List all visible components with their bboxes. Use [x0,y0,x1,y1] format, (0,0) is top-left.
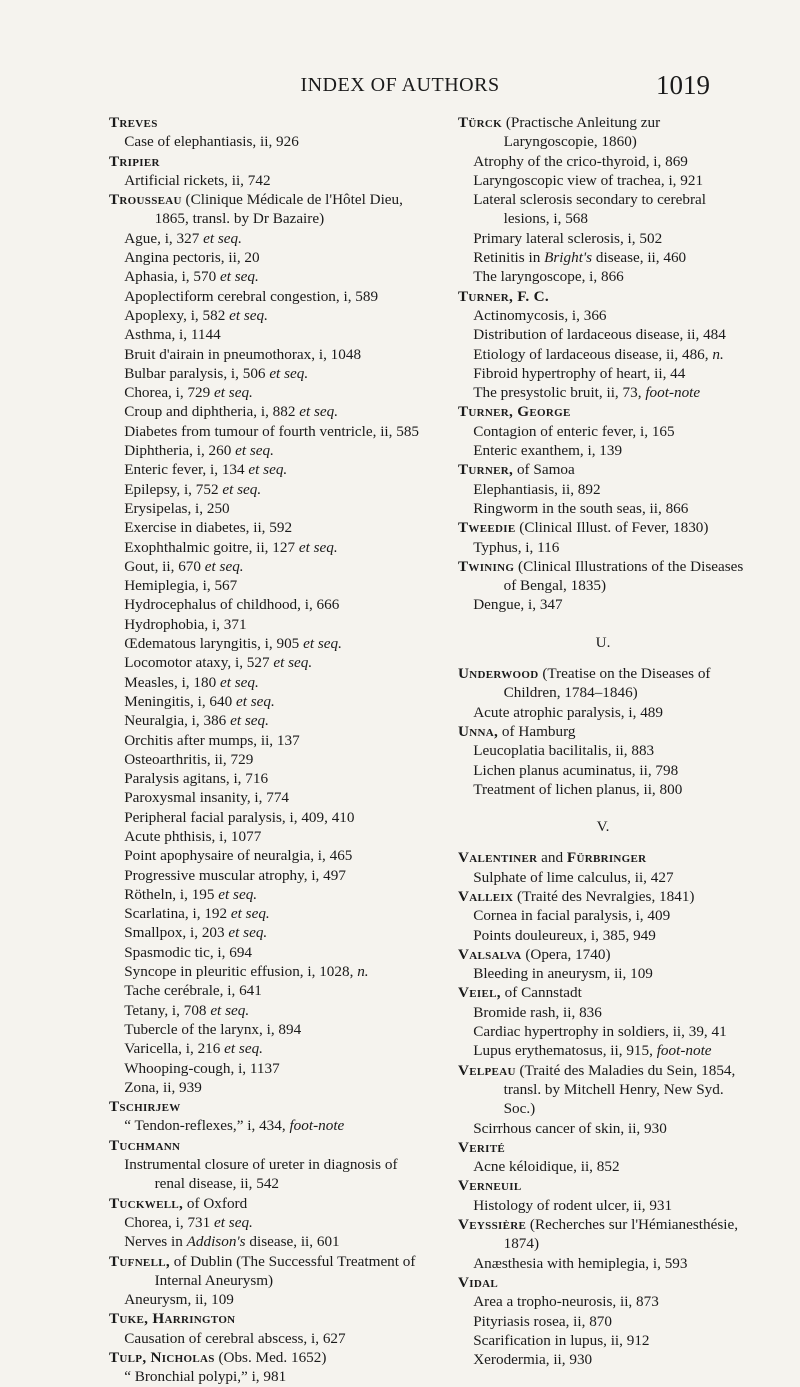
author-details: (Practische Anleitung zur Laryngoscopie, 1860) [502,114,661,151]
subentry-text: Orchitis after mumps, ii, 137 [124,731,300,749]
subentry-text: Bromide rash, ii, 836 [473,1003,602,1021]
subentry-italic: et seq. [236,692,275,710]
subentry-italic: et seq. [219,268,259,286]
author-name: Valleix [458,887,514,905]
subentry-italic: et seq. [214,384,253,402]
author-entry [109,1309,431,1328]
author-entry [458,1215,748,1254]
subentry-text: Epilepsy, i, 752 [124,480,223,498]
index-subentry [458,325,748,344]
author-details: and [537,849,567,867]
subentry-italic: foot-note [289,1117,345,1135]
index-subentry [458,152,748,171]
author-details: of Samoa [513,461,575,479]
subentry-italic: et seq. [210,1001,250,1019]
author-entry [109,190,431,229]
index-subentry [458,364,748,383]
index-subentry [109,1213,431,1232]
subentry-text: Locomotor ataxy, i, 527 [124,654,274,672]
right-column [458,113,748,1369]
subentry-italic: n. [712,345,724,363]
author-name: Verneuil [458,1177,522,1195]
index-subentry [458,267,748,286]
author-entry [458,983,748,1002]
subentry-text-after: disease, ii, 601 [245,1233,340,1251]
index-subentry [109,248,431,267]
author-details: of Cannstadt [500,984,582,1002]
subentry-italic: et seq. [228,924,268,942]
subentry-text: Diphtheria, i, 260 [124,442,236,460]
index-subentry [109,576,431,595]
index-subentry [109,1078,431,1097]
author-name: Veiel, [458,984,501,1002]
index-subentry [458,538,748,557]
subentry-text: Retinitis in [473,249,545,267]
subentry-text: Histology of rodent ulcer, ii, 931 [473,1196,673,1214]
author-entry [458,113,748,152]
index-subentry [458,190,748,229]
subentry-text: Hydrophobia, i, 371 [124,615,247,633]
subentry-text: Smallpox, i, 203 [124,924,229,942]
index-subentry [109,460,431,479]
subentry-text: Œdematous laryngitis, i, 905 [124,635,304,653]
subentry-italic: et seq. [248,461,288,479]
author-name: Valsalva [458,945,522,963]
subentry-italic: et seq. [298,538,338,556]
subentry-text: Point apophysaire of neuralgia, i, 465 [124,847,353,865]
index-subentry [109,846,431,865]
index-subentry [109,653,431,672]
subentry-text: Acne kéloidique, ii, 852 [473,1158,620,1176]
author-name: Treves [109,114,158,131]
author-name: Tuke, Harrington [109,1310,236,1328]
author-details: of Dublin (The Successful Treatment of Internal Aneurysm) [154,1252,416,1289]
subentry-text: Cornea in facial paralysis, i, 409 [473,907,671,925]
subentry-text: Laryngoscopic view of trachea, i, 921 [473,171,704,189]
index-subentry [458,1022,748,1041]
author-entry [458,848,748,867]
left-column [109,113,431,1387]
subentry-text: Tache cerébrale, i, 641 [124,982,262,1000]
subentry-italic: et seq. [204,557,244,575]
subentry-italic: et seq. [203,229,242,247]
subentry-text: Syncope in pleuritic effusion, i, 1028, [124,963,358,981]
author-name: Vidal [458,1273,498,1291]
author-entry [458,557,748,596]
index-subentry [458,1119,748,1138]
subentry-text: Meningitis, i, 640 [124,692,237,710]
index-subentry [109,1001,431,1020]
index-subentry [109,364,431,383]
author-name: Twining [458,557,515,575]
subentry-text: “ Tendon-reflexes,” i, 434, [124,1117,290,1135]
subentry-text: Bulbar paralysis, i, 506 [124,364,270,382]
index-subentry [109,808,431,827]
subentry-text: Elephantiasis, ii, 892 [473,480,601,498]
index-subentry [109,615,431,634]
index-subentry [458,761,748,780]
index-subentry [458,1157,748,1176]
running-head [0,70,800,104]
author-details: (Treatise on the Diseases of Children, 1784–1846) [503,665,711,702]
author-entry [458,1061,748,1119]
subentry-text: Scarlatina, i, 192 [124,905,231,923]
index-subentry [109,595,431,614]
subentry-text: Ringworm in the south seas, ii, 866 [473,499,689,517]
subentry-text: Distribution of lardaceous disease, ii, 484 [473,326,726,344]
index-subentry [458,926,748,945]
subentry-italic: et seq. [214,1213,253,1231]
subentry-italic: foot-note [645,384,701,402]
subentry-text: Osteoarthritis, ii, 729 [124,750,254,768]
index-subentry [458,868,748,887]
subentry-italic: et seq. [235,442,274,460]
author-entry [109,113,431,132]
index-subentry [458,441,748,460]
subentry-italic: Addison's [186,1233,246,1251]
author-name: Turner, F. C. [458,287,549,305]
section-letter: U. [595,633,611,651]
subentry-text: Scarification in lupus, ii, 912 [473,1331,650,1349]
author-entry [458,945,748,964]
subentry-text: Lichen planus acuminatus, ii, 798 [473,761,679,779]
author-name: Veyssière [458,1216,527,1234]
index-subentry [458,1003,748,1022]
author-entry [109,152,431,171]
author-name: Tufnell, [109,1252,170,1270]
subentry-text: Instrumental closure of ureter in diagnosis of renal disease, ii, 542 [124,1156,398,1193]
author-name: Velpeau [458,1061,516,1079]
subentry-italic: et seq. [222,480,262,498]
subentry-text: Paroxysmal insanity, i, 774 [124,789,290,807]
index-subentry [458,499,748,518]
index-subentry [109,1329,431,1348]
subentry-text: Actinomycosis, i, 366 [473,306,607,324]
author-entry [458,664,748,703]
index-subentry [109,731,431,750]
subentry-text-after: disease, ii, 460 [592,249,687,267]
author-entry [109,1097,431,1116]
subentry-text: Bruit d'airain in pneumothorax, i, 1048 [124,345,362,363]
author-name: Tulp, Nicholas [109,1349,215,1366]
index-subentry [109,402,431,421]
index-subentry [109,866,431,885]
subentry-text: Apoplectiform cerebral congestion, i, 589 [124,287,379,305]
index-subentry [109,345,431,364]
subentry-text: Apoplexy, i, 582 [124,306,230,324]
subentry-italic: et seq. [273,654,313,672]
subentry-text: Lateral sclerosis secondary to cerebral lesions, i, 568 [473,191,706,228]
subentry-text: Primary lateral sclerosis, i, 502 [473,229,663,247]
author-name: Turner, [458,461,514,479]
subentry-text: Anæsthesia with hemiplegia, i, 593 [473,1254,688,1272]
author-name: Tweedie [458,519,516,537]
subentry-text: Etiology of lardaceous disease, ii, 486, [473,345,713,363]
author-entry [458,1273,748,1292]
subentry-text: Asthma, i, 1144 [124,326,221,344]
subentry-text: Hemiplegia, i, 567 [124,577,238,595]
index-subentry [458,1041,748,1060]
subentry-italic: Bright's [544,249,593,267]
index-subentry [109,538,431,557]
subentry-italic: n. [357,963,369,981]
index-subentry [109,1155,431,1194]
subentry-text: Scirrhous cancer of skin, ii, 930 [473,1119,667,1137]
index-subentry [109,441,431,460]
subentry-text: Treatment of lichen planus, ii, 800 [473,780,683,798]
subentry-italic: et seq. [303,635,342,653]
author-details: (Clinique Médicale de l'Hôtel Dieu, 1865, transl. by Dr Bazaire) [154,191,403,228]
index-subentry [109,885,431,904]
author-details: (Traité des Nevralgies, 1841) [513,887,695,905]
subentry-text: Progressive muscular atrophy, i, 497 [124,866,346,884]
subentry-italic: et seq. [224,1040,263,1058]
subentry-text: Varicella, i, 216 [124,1040,225,1058]
subentry-text: Typhus, i, 116 [473,538,560,556]
author-name: Verité [458,1138,506,1156]
subentry-text: Sulphate of lime calculus, ii, 427 [473,868,674,886]
author-entry [109,1348,431,1367]
author-name: Underwood [458,665,539,683]
index-subentry [458,1312,748,1331]
subentry-text: Rötheln, i, 195 [124,885,219,903]
index-subentry [109,229,431,248]
index-subentry [458,306,748,325]
author-details: (Opera, 1740) [521,945,611,963]
index-subentry [458,480,748,499]
subentry-text: Xerodermia, ii, 930 [473,1351,593,1369]
index-subentry [109,769,431,788]
subentry-text: Aneurysm, ii, 109 [124,1291,234,1309]
subentry-text: The presystolic bruit, ii, 73, [473,384,646,402]
index-subentry [109,287,431,306]
index-subentry [109,422,431,441]
subentry-text: Enteric exanthem, i, 139 [473,442,623,460]
index-subentry [109,267,431,286]
author-entry [458,1176,748,1195]
index-subentry [109,1116,431,1135]
index-subentry [109,480,431,499]
subentry-italic: et seq. [299,403,339,421]
subentry-italic: et seq. [229,306,268,324]
index-subentry [458,964,748,983]
author-entry [458,1138,748,1157]
index-subentry [109,673,431,692]
index-subentry [109,557,431,576]
author-details: (Traité des Maladies du Sein, 1854, transl. by Mitchell Henry, New Syd. Soc.) [503,1061,736,1118]
index-subentry [109,306,431,325]
subentry-text: Exercise in diabetes, ii, 592 [124,519,293,537]
index-subentry [458,1331,748,1350]
subentry-text: Contagion of enteric fever, i, 165 [473,422,675,440]
subentry-text: Lupus erythematosus, ii, 915, [473,1042,657,1060]
author-entry [458,460,748,479]
index-subentry [109,1232,431,1251]
subentry-text: Erysipelas, i, 250 [124,499,230,517]
subentry-text: Neuralgia, i, 386 [124,712,231,730]
author-name: Valentiner [458,849,538,867]
author-name: Tuchmann [109,1136,181,1154]
index-subentry [109,1290,431,1309]
subentry-italic: et seq. [218,885,258,903]
index-subentry [109,325,431,344]
subentry-text: Case of elephantiasis, ii, 926 [124,133,299,151]
subentry-text: Area a tropho-neurosis, ii, 873 [473,1293,659,1311]
index-subentry [109,692,431,711]
index-subentry [109,634,431,653]
subentry-text: Tetany, i, 708 [124,1001,211,1019]
author-details: of Oxford [183,1194,248,1212]
index-subentry [109,904,431,923]
author-entry [109,1252,431,1291]
subentry-text: Tubercle of the larynx, i, 894 [124,1020,302,1038]
subentry-text: Pityriasis rosea, ii, 870 [473,1312,612,1330]
subentry-text: Spasmodic tic, i, 694 [124,943,253,961]
index-subentry [458,1196,748,1215]
subentry-text: Exophthalmic goitre, ii, 127 [124,538,299,556]
author-name: Tuckwell, [109,1194,184,1212]
index-subentry [109,943,431,962]
index-subentry [109,171,431,190]
index-subentry [458,171,748,190]
author-name: Turner, George [458,403,571,421]
subentry-text: Peripheral facial paralysis, i, 409, 410 [124,808,355,826]
index-subentry [109,962,431,981]
subentry-text: Atrophy of the crico-thyroid, i, 869 [473,152,688,170]
subentry-italic: et seq. [230,712,269,730]
index-subentry [109,499,431,518]
subentry-text: The laryngoscope, i, 866 [473,268,624,286]
author-entry [109,1194,431,1213]
index-subentry [458,1350,748,1369]
index-subentry [458,229,748,248]
index-subentry [109,1367,431,1386]
running-title: INDEX OF AUTHORS [300,74,500,96]
index-subentry [458,383,748,402]
author-name: Tschirjew [109,1098,181,1116]
author-details: (Clinical Illust. of Fever, 1830) [515,519,709,537]
index-subentry [109,981,431,1000]
subentry-text: Causation of cerebral abscess, i, 627 [124,1329,346,1347]
author-entry [458,887,748,906]
subentry-text: Diabetes from tumour of fourth ventricle, ii, 585 [124,422,420,440]
subentry-text: Gout, ii, 670 [124,557,205,575]
subentry-text: Artificial rickets, ii, 742 [124,171,271,189]
subentry-text: Bleeding in aneurysm, ii, 109 [473,965,653,983]
author-details: (Recherches sur l'Hémianesthésie, 1874) [503,1216,738,1253]
index-subentry [458,703,748,722]
subentry-text: Hydrocephalus of childhood, i, 666 [124,596,340,614]
subentry-text: Measles, i, 180 [124,673,220,691]
subentry-text: Zona, ii, 939 [124,1078,202,1096]
author-details: (Clinical Illustrations of the Diseases of Bengal, 1835) [503,557,744,595]
author-entry [109,1136,431,1155]
subentry-text: Leucoplatia bacilitalis, ii, 883 [473,742,655,760]
subentry-text: Nerves in [124,1233,187,1251]
subentry-italic: et seq. [269,364,309,382]
subentry-text: Ague, i, 327 [124,229,204,247]
subentry-italic: et seq. [230,905,270,923]
subentry-text: Cardiac hypertrophy in soldiers, ii, 39, 41 [473,1023,727,1041]
index-subentry [109,923,431,942]
index-subentry [109,1059,431,1078]
subentry-italic: foot-note [656,1042,712,1060]
author-details: (Obs. Med. 1652) [214,1349,327,1366]
index-subentry [109,1039,431,1058]
author-entry [458,518,748,537]
index-subentry [458,345,748,364]
index-subentry [109,750,431,769]
section-letter: V. [596,818,610,836]
subentry-text: Enteric fever, i, 134 [124,461,249,479]
index-subentry [109,518,431,537]
subentry-text: Points douleureux, i, 385, 949 [473,926,656,944]
index-subentry [458,422,748,441]
page-number: 1019 [656,70,710,100]
subentry-text: Whooping-cough, i, 1137 [124,1059,280,1077]
author-entry [458,402,748,421]
subentry-text: Fibroid hypertrophy of heart, ii, 44 [473,364,686,382]
index-subentry [109,1020,431,1039]
index-subentry [109,383,431,402]
author-name: Unna, [458,722,499,740]
author-name: Trousseau [109,191,182,209]
index-subentry [458,741,748,760]
author-details: of Hamburg [498,722,576,740]
index-subentry [458,906,748,925]
subentry-text: Dengue, i, 347 [473,596,563,614]
subentry-text: Acute atrophic paralysis, i, 489 [473,703,663,721]
author-name: Tripier [109,152,160,170]
subentry-text: Paralysis agitans, i, 716 [124,770,269,788]
author-name: Türck [458,114,503,131]
subentry-text: Angina pectoris, ii, 20 [124,249,260,267]
author-entry [458,287,748,306]
index-subentry [458,1254,748,1273]
subentry-italic: et seq. [219,673,259,691]
subentry-text: Chorea, i, 729 [124,384,215,402]
index-subentry [109,711,431,730]
subentry-text: Aphasia, i, 570 [124,268,220,286]
subentry-text: Chorea, i, 731 [124,1213,215,1231]
index-subentry [109,827,431,846]
author-name: Fürbringer [566,849,647,867]
index-subentry [458,1292,748,1311]
subentry-text: “ Bronchial polypi,” i, 981 [124,1368,287,1386]
index-subentry [458,780,748,799]
index-subentry [458,595,748,614]
subentry-text: Acute phthisis, i, 1077 [124,827,262,845]
author-entry [458,722,748,741]
index-subentry [109,788,431,807]
index-subentry [458,248,748,267]
index-subentry [109,132,431,151]
subentry-text: Croup and diphtheria, i, 882 [124,403,300,421]
